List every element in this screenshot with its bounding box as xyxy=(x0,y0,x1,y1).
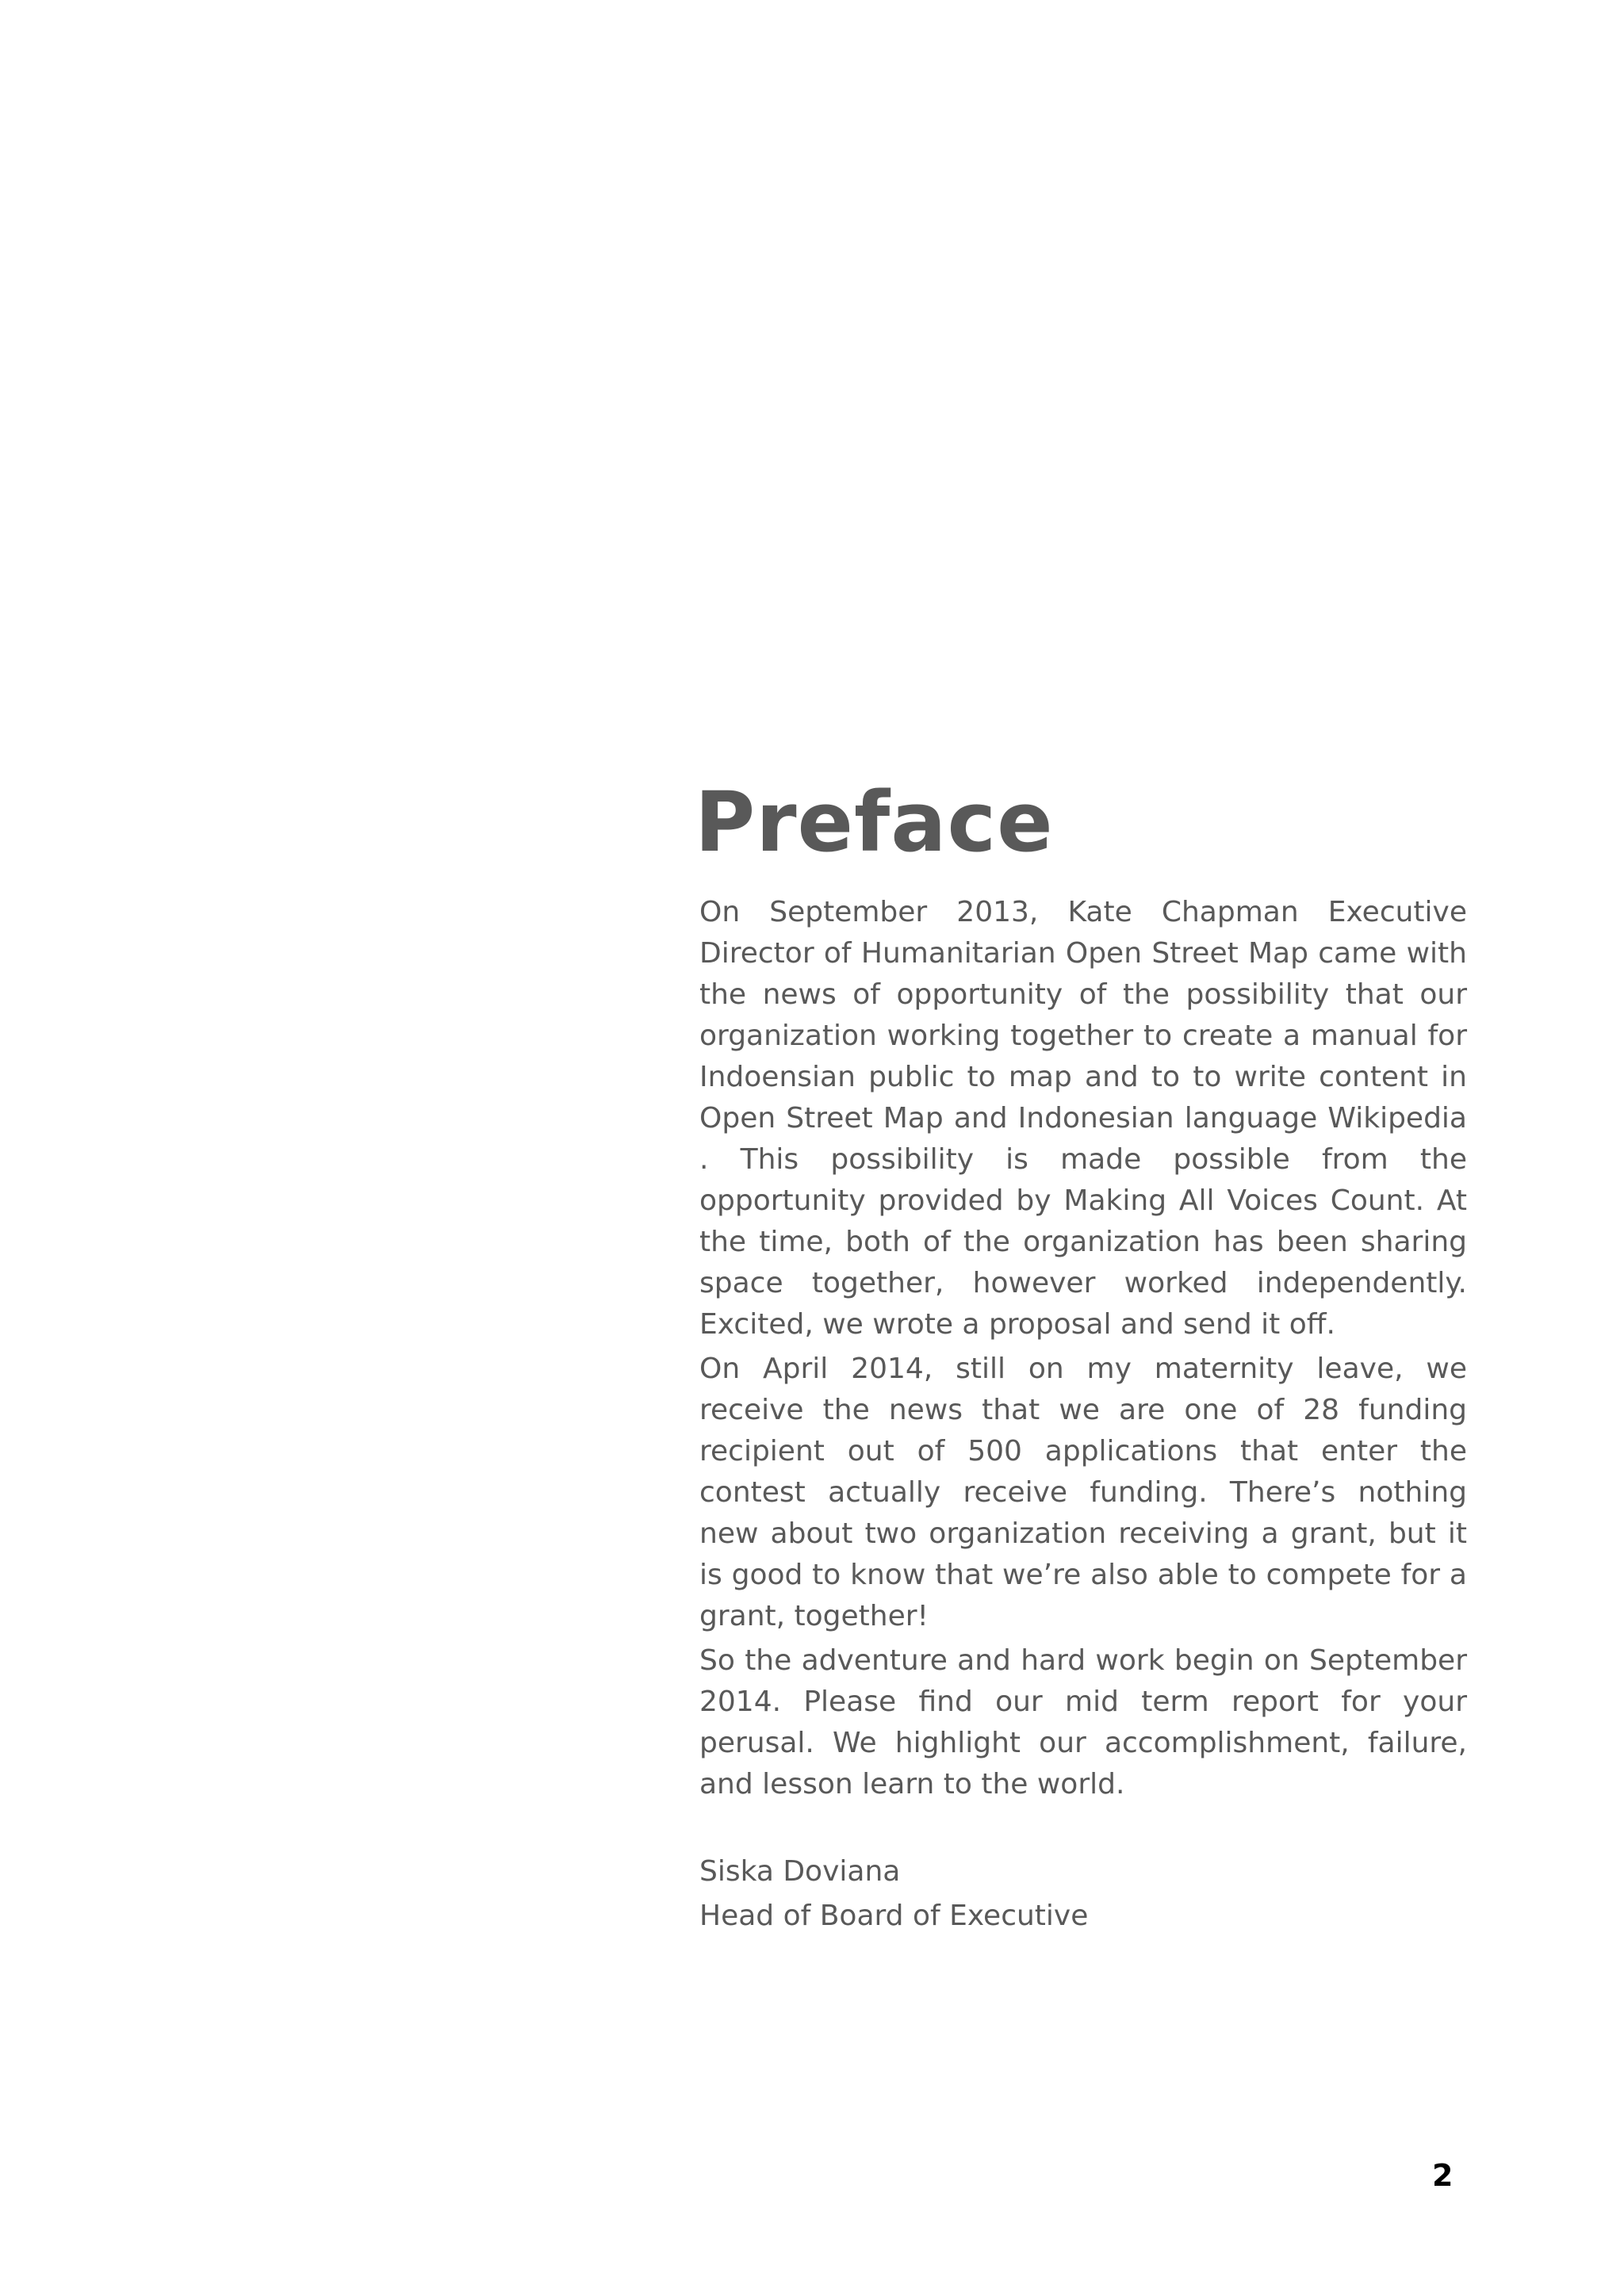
signatory-role: Head of Board of Executive xyxy=(699,1900,1089,1932)
page-title: Preface xyxy=(695,774,1054,871)
page-number: 2 xyxy=(1432,2158,1454,2193)
paragraph-1: On September 2013, Kate Chapman Executive Director of Humanitarian Open Street Map came with the news of opportunity of the possibility that our organization working together to create a manual for Indoensian public to map and to to write content in Open Street Map and Indonesian language Wikipedia . This possibility is made possible from the opportunity provided by Making All Voices Count. At the time, both of the organization has been sharing space together, however worked independently. Excited, we wrote a proposal and send it off. xyxy=(699,896,1467,1341)
preface-section xyxy=(695,774,1467,1938)
paragraph-2: On April 2014, still on my maternity leave, we receive the news that we are one of 28 funding recipient out of 500 applications that enter the contest actually receive funding. There’s nothing new about two organization receiving a grant, but it is good to know that we’re also able to compete for a grant, together! xyxy=(699,1353,1467,1632)
paragraph-3: So the adventure and hard work begin on September 2014. Please find our mid term report for your perusal. We highlight our accomplishment, failure, and lesson learn to the world. xyxy=(699,1644,1467,1800)
signatory-name: Siska Doviana xyxy=(699,1855,901,1888)
signature-block xyxy=(699,1850,1467,1938)
